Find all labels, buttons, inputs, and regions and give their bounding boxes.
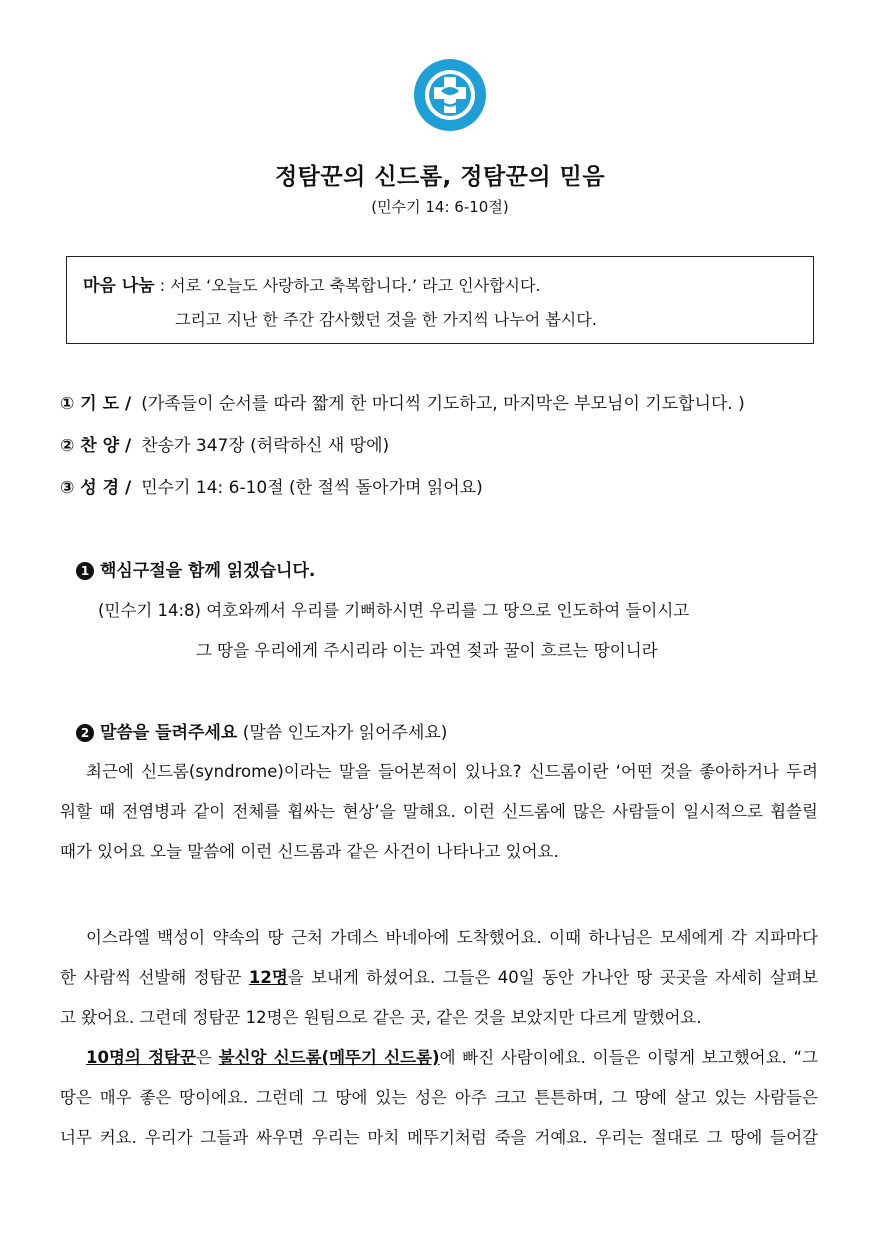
order-text: (가족들이 순서를 따라 짧게 한 마디씩 기도하고, 마지막은 부모님이 기도합니다. ) [141, 394, 745, 414]
order-text: 민수기 14: 6-10절 (한 절씩 돌아가며 읽어요) [141, 478, 483, 498]
order-text: 찬송가 347장 (허락하신 새 땅에) [141, 436, 390, 456]
section-number-badge: 1 [76, 562, 94, 580]
emphasis-text: 불신앙 신드롬(메뚜기 신드롬) [218, 1048, 440, 1067]
order-item-hymn [60, 431, 389, 456]
paragraph-line: 너무 커요. 우리가 그들과 싸우면 우리는 마치 메뚜기처럼 죽을 거예요. 우리는 절대로 그 땅에 들어갈 [60, 1128, 818, 1147]
section-1-heading [76, 556, 315, 581]
sharing-line-1 [83, 271, 541, 296]
section-title: 말씀을 들려주세요 [100, 723, 238, 743]
paragraph-text: 에 빠진 사람이에요. 이들은 이렇게 보고했어요. “그 [439, 1048, 819, 1067]
order-label: ② 찬 양 / [60, 436, 132, 456]
scripture-reference: (민수기 14: 6-10절) [371, 198, 509, 216]
paragraph-line [60, 1038, 818, 1078]
order-label: ① 기 도 / [60, 394, 132, 414]
sharing-box [66, 256, 814, 344]
section-title: 핵심구절을 함께 읽겠습니다. [100, 561, 316, 581]
section-2-heading [76, 718, 447, 743]
section-note: (말씀 인도자가 읽어주세요) [242, 723, 448, 743]
paragraph-2 [60, 918, 818, 1038]
sharing-label: 마음 나눔 [83, 276, 155, 296]
paragraph-line: 때가 있어요 오늘 말씀에 이런 신드롬과 같은 사건이 나타나고 있어요. [60, 842, 559, 861]
paragraph-line: 최근에 신드롬(syndrome)이라는 말을 들어본적이 있나요? 신드롬이란 ‘어떤 것을 좋아하거나 두려 [86, 762, 818, 781]
sharing-text-2: 그리고 지난 한 주간 감사했던 것을 한 가지씩 나누어 봅시다. [175, 310, 597, 329]
section-number-badge: 2 [76, 724, 94, 742]
paragraph-1 [60, 752, 818, 872]
paragraph-line: 고 왔어요. 그런데 정탐꾼 12명은 원팀으로 같은 곳, 같은 것을 보았지만 다르게 말했어요. [60, 1008, 702, 1027]
emphasis-text: 10명의 정탐꾼 [86, 1048, 196, 1067]
paragraph-line: 땅은 매우 좋은 땅이에요. 그런데 그 땅에 있는 성은 아주 크고 튼튼하며, 그 땅에 살고 있는 사람들은 [60, 1088, 818, 1107]
key-verse-line-1: (민수기 14:8) 여호와께서 우리를 기뻐하시면 우리를 그 땅으로 인도하여 들이시고 [98, 601, 690, 620]
church-seal-logo-icon [413, 58, 487, 132]
sharing-text-1: : 서로 ‘오늘도 사랑하고 축복합니다.’ 라고 인사합시다. [159, 276, 541, 295]
paragraph-text: 을 보내게 하셨어요. 그들은 40일 동안 가나안 땅 곳곳을 자세히 살펴보 [287, 968, 819, 987]
order-label: ③ 성 경 / [60, 478, 132, 498]
paragraph-text: 은 [195, 1048, 219, 1067]
order-item-scripture [60, 473, 483, 498]
paragraph-3 [60, 1038, 818, 1158]
paragraph-line: 이스라엘 백성이 약속의 땅 근처 가데스 바네아에 도착했어요. 이때 하나님은 모세에게 각 지파마다 [86, 928, 818, 947]
paragraph-line [60, 958, 818, 998]
key-verse-line-2: 그 땅을 우리에게 주시리라 이는 과연 젖과 꿀이 흐르는 땅이니라 [196, 641, 658, 660]
paragraph-line: 워할 때 전염병과 같이 전체를 휩싸는 현상’을 말해요. 이런 신드롬에 많은 사람들이 일시적으로 휩쓸릴 [60, 802, 818, 821]
emphasis-text: 12명 [248, 968, 288, 987]
order-item-prayer [60, 389, 745, 414]
page-title: 정탐꾼의 신드롬, 정탐꾼의 믿음 [274, 164, 606, 190]
paragraph-text: 한 사람씩 선발해 정탐꾼 [60, 968, 249, 987]
